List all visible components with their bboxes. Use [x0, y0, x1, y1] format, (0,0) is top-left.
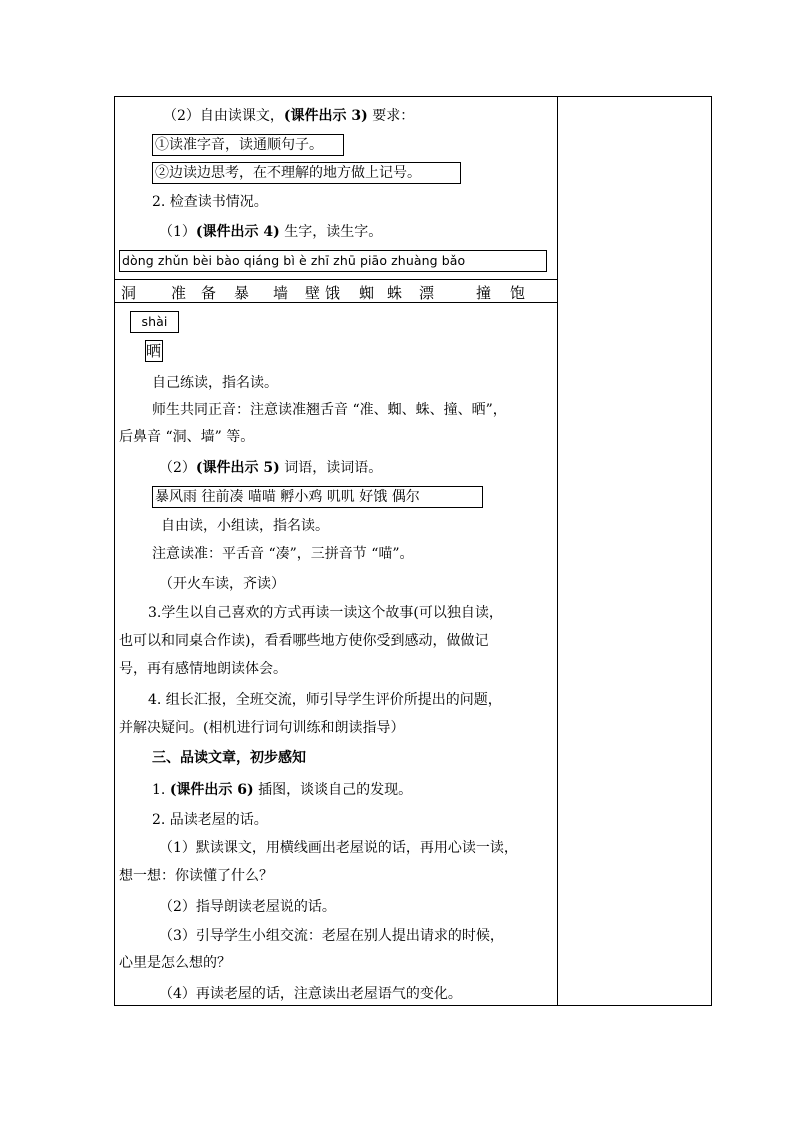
row-line-top	[115, 279, 557, 280]
line-new-characters	[159, 223, 382, 241]
courseware-tag: (课件出示 5)	[195, 460, 280, 476]
words-box: 暴风雨 往前凑 喵喵 孵小鸡 叽叽 好饿 偶尔	[152, 486, 483, 508]
sub-3-line-1: （3）引导学生小组交流：老屋在别人提出请求的时候，	[159, 928, 504, 944]
courseware-tag: (课件出示 4)	[195, 224, 280, 240]
line-train-reading: （开火车读，齐读）	[159, 576, 285, 592]
line-group-reading: 自由读，小组读，指名读。	[161, 518, 329, 534]
text: 生字，读生字。	[279, 224, 383, 240]
line-words	[159, 459, 382, 477]
character: 饱	[510, 284, 526, 302]
characters-row	[115, 282, 557, 302]
requirement-box-2: ②边读边思考，在不理解的地方做上记号。	[152, 162, 461, 184]
text: 要求：	[367, 108, 415, 124]
pinyin-box: dòng zhǔn bèi bào qiáng bì è zhī zhū piāo zhuàng bǎo	[119, 250, 547, 272]
line-pronunciation-2: 后鼻音 “洞、墙” 等。	[119, 429, 255, 445]
sub-2: （2）指导朗读老屋说的话。	[159, 899, 336, 915]
section-heading: 三、品读文章，初步感知	[152, 750, 306, 766]
line-illustration	[152, 781, 412, 799]
paragraph-4-line-2: 并解决疑问。(相机进行词句训练和朗读指导）	[119, 720, 405, 736]
line-reading-requirement	[163, 107, 414, 125]
courseware-tag: (课件出示 3)	[283, 108, 368, 124]
sub-1-line-2: 想一想：你读懂了什么？	[119, 868, 273, 884]
paragraph-3-line-3: 号，再有感情地朗读体会。	[119, 661, 287, 677]
line-self-practice: 自己练读，指名读。	[152, 375, 278, 391]
character: 准	[171, 284, 187, 302]
text: （2）自由读课文，	[163, 108, 284, 124]
character: 撞	[476, 284, 492, 302]
sub-4: （4）再读老屋的话，注意读出老屋语气的变化。	[159, 986, 462, 1002]
requirement-box-1: ①读准字音，读通顺句子。	[152, 134, 344, 156]
row-line-bottom	[115, 302, 557, 303]
lesson-table	[114, 96, 712, 1006]
character: 壁	[305, 284, 321, 302]
paragraph-4-line-1: 4. 组长汇报，全班交流，师引导学生评价所提出的问题，	[148, 692, 502, 708]
paragraph-3-line-2: 也可以和同桌合作读)，看看哪些地方使你受到感动，做做记	[119, 633, 489, 649]
text: （2）	[159, 460, 196, 476]
line-check-reading: 2. 检查读书情况。	[152, 194, 268, 210]
text: （1）	[159, 224, 196, 240]
character: 暴	[234, 284, 250, 302]
character: 洞	[121, 284, 137, 302]
column-divider	[557, 97, 558, 1005]
shai-character-box: 晒	[146, 342, 162, 360]
character: 漂	[419, 284, 435, 302]
line-pronunciation-1: 师生共同正音：注意读准翘舌音 “准、蜘、蛛、撞、晒”，	[152, 402, 507, 418]
courseware-tag: (课件出示 6)	[169, 782, 254, 798]
character: 蜘	[359, 284, 375, 302]
text: 词语，读词语。	[279, 460, 383, 476]
line-attention: 注意读准：平舌音 “凑”，三拼音节 “喵”。	[152, 546, 414, 562]
character: 墙	[273, 284, 289, 302]
sub-1-line-1: （1）默读课文，用横线画出老屋说的话，再用心读一读，	[159, 840, 518, 856]
main-column	[115, 97, 557, 1005]
character: 饿	[325, 284, 341, 302]
paragraph-3-line-1: 3.学生以自己喜欢的方式再读一读这个故事(可以独自读，	[148, 605, 503, 621]
shai-pinyin-box: shài	[130, 311, 179, 333]
character: 备	[201, 284, 217, 302]
line-read-house-words: 2. 品读老屋的话。	[152, 812, 268, 828]
text: 插图，谈谈自己的发现。	[253, 782, 413, 798]
text: 1.	[152, 782, 170, 798]
sub-3-line-2: 心里是怎么想的？	[119, 955, 231, 971]
character: 蛛	[387, 284, 403, 302]
